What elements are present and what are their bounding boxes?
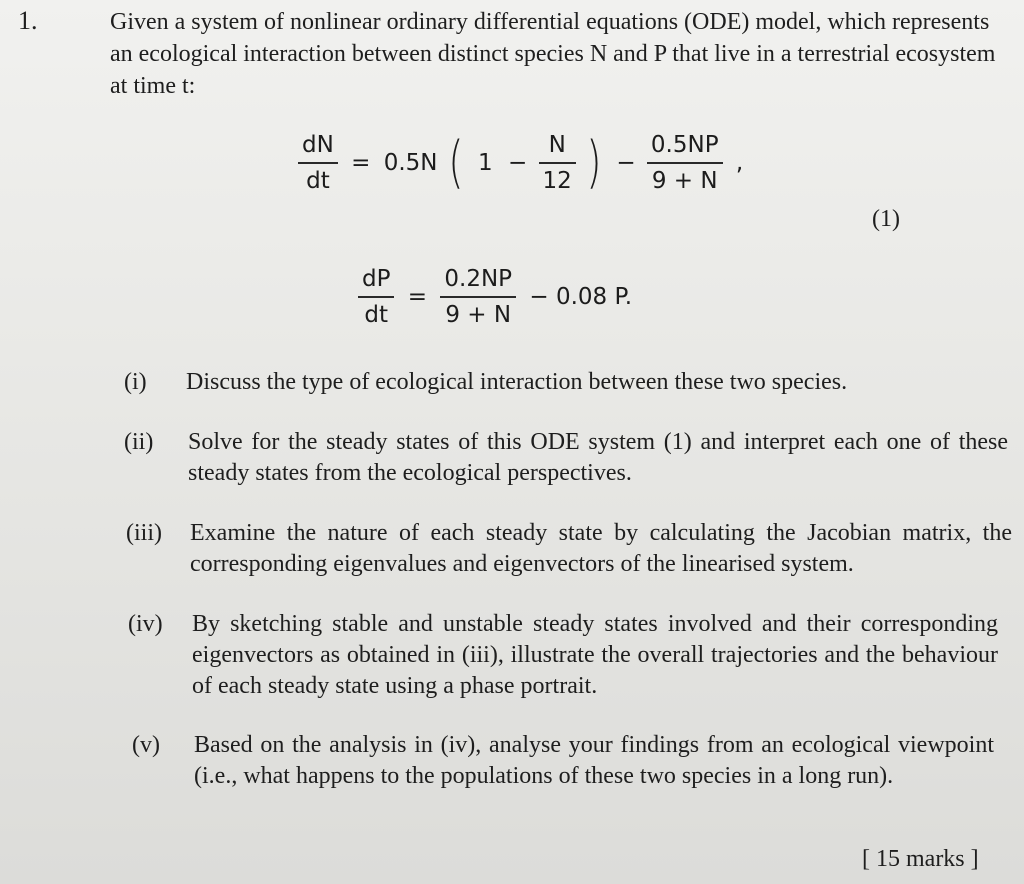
- minus-sign: −: [507, 150, 528, 176]
- dt-denominator: dt: [298, 162, 338, 194]
- coefficient: 0.5N: [383, 150, 438, 176]
- np-numerator: 0.5NP: [650, 132, 719, 158]
- n-over-12-fraction: [539, 132, 576, 194]
- equation-dp-dt: [358, 266, 638, 328]
- equation-number: (1): [872, 206, 900, 232]
- part-label: (v): [132, 732, 160, 758]
- part-text: Discuss the type of ecological interaction between these two species.: [186, 369, 848, 395]
- left-paren: (: [448, 130, 464, 195]
- part-text: Solve for the steady states of this ODE system (1) and interpret each one of these steady states from the ecological perspectives.: [188, 429, 1008, 486]
- part-label: (iv): [128, 611, 163, 637]
- one-term: 1: [478, 150, 493, 176]
- growth-fraction: [440, 266, 516, 328]
- nine-plus-n-denominator-2: 9 + N: [440, 296, 516, 328]
- part-label: (ii): [124, 429, 154, 455]
- right-paren: ): [586, 130, 602, 195]
- part-text: Based on the analysis in (iv), analyse your findings from an ecological viewpoint (i.e., what happens to the populations of these two species in a long run).: [194, 732, 994, 789]
- equals-sign-2: =: [407, 284, 428, 310]
- equals-sign: =: [351, 150, 371, 176]
- part-text: By sketching stable and unstable steady states involved and their corresponding eigenvectors as obtained in (iii), illustrate the overall trajectories and the behaviour of each steady state using a phase portrait.: [192, 611, 998, 699]
- question-intro: Given a system of nonlinear ordinary differential equations (ODE) model, which represents an ecological interaction between distinct species N and P that live in a terrestrial ecosystem at time t:: [110, 9, 996, 99]
- dp-numerator: dP: [362, 266, 391, 292]
- dn-numerator: dN: [302, 132, 334, 158]
- dt-denominator-2: dt: [358, 296, 394, 328]
- part-label: (iii): [126, 520, 162, 546]
- marks-label: [ 15 marks ]: [862, 846, 979, 872]
- np-numerator-2: 0.2NP: [444, 266, 513, 292]
- nine-plus-n-denominator: 9 + N: [647, 162, 723, 194]
- twelve-denominator: 12: [539, 162, 576, 194]
- dn-dt-fraction: [298, 132, 338, 194]
- minus-sign-2: −: [616, 150, 636, 176]
- dp-dt-fraction: [358, 266, 394, 328]
- comma: ,: [735, 150, 744, 176]
- equation-dn-dt: [298, 132, 749, 194]
- n-numerator: N: [548, 132, 566, 158]
- question-number: 1.: [18, 6, 38, 35]
- death-term: − 0.08 P.: [529, 284, 633, 310]
- holling-fraction: [647, 132, 723, 194]
- part-text: Examine the nature of each steady state by calculating the Jacobian matrix, the corresponding eigenvalues and eigenvectors of the linearised system.: [190, 520, 1012, 577]
- part-label: (i): [124, 369, 147, 395]
